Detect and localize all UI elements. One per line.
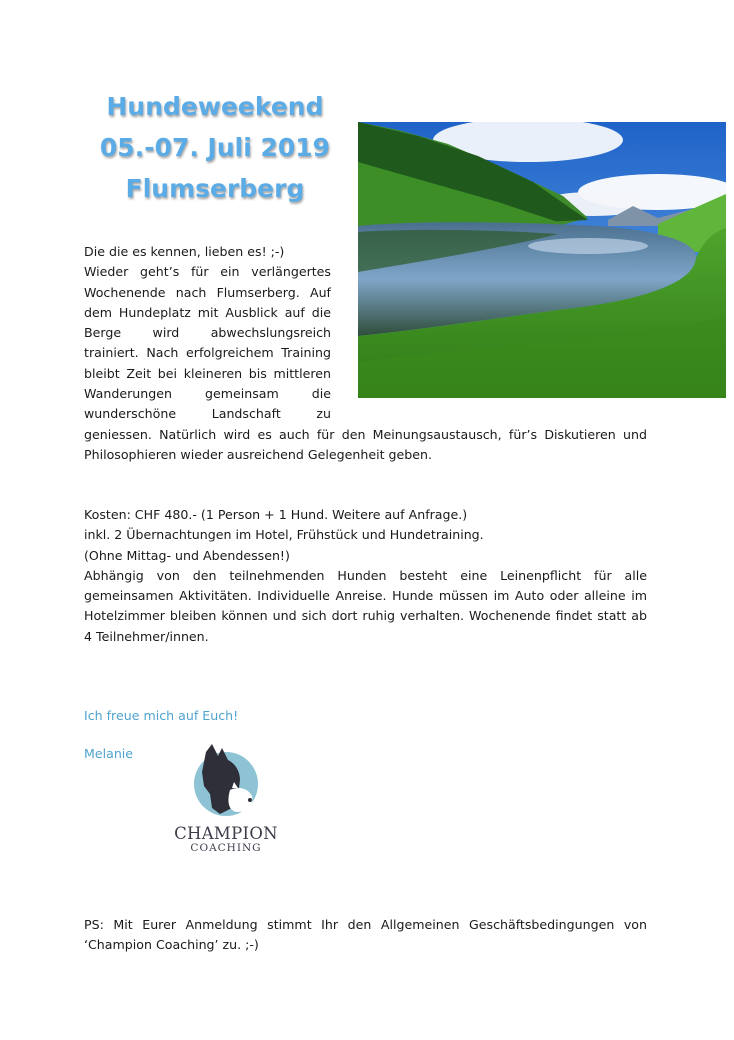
greeting-text: Ich freue mich auf Euch! — [84, 708, 239, 723]
title-line-event: Hundeweekend — [106, 92, 324, 121]
title-line-location: Flumserberg — [125, 174, 305, 203]
logo-subtitle: COACHING — [190, 842, 262, 854]
intro-section — [84, 242, 647, 465]
costs-excluded-line: (Ohne Mittag- und Abendessen!) — [84, 547, 290, 563]
page-title — [70, 86, 360, 209]
costs-price-line: Kosten: CHF 480.- (1 Person + 1 Hund. Weitere auf Anfrage.) — [84, 507, 468, 522]
ps-note: PS: Mit Eurer Anmeldung stimmt Ihr den Allgemeinen Geschäftsbedingungen von ‘Champion Coaching’ zu. ;-) — [84, 917, 647, 953]
costs-included-line: inkl. 2 Übernachtungen im Hotel, Frühstück und Hundetraining. — [84, 527, 484, 543]
intro-first-line: Die die es kennen, lieben es! ;-) — [84, 244, 285, 259]
costs-conditions-paragraph: Abhängig von den teilnehmenden Hunden besteht eine Leinenpflicht für alle gemeinsamen Aktivitäten. Individuelle Anreise. Hunde müssen im Auto oder alleine im Hotelzimmer bleiben können und sich dort ruhig verhalten. Wochenende findet statt ab 4 Teilnehmer/innen. — [84, 567, 647, 644]
title-line-date: 05.-07. Juli 2019 — [99, 133, 331, 162]
intro-paragraph: Wieder geht’s für ein verlängertes Wochenende nach Flumserberg. Auf dem Hundeplatz mit Ausblick auf die Berge wird abwechslungsreich trainiert. Nach erfolgreichem Training bleibt Zeit bei kleineren bis mittleren Wanderungen gemeinsam die wunderschöne Landschaft zu geniessen. Natürlich wird es auch für den Meinungsaustausch, für’s Diskutieren und Philosophieren wieder ausreichend Gelegenheit geben. — [84, 264, 647, 462]
logo-name: CHAMPION — [174, 824, 278, 843]
dog-silhouette-icon — [166, 742, 286, 824]
costs-section — [84, 505, 647, 647]
champion-coaching-logo — [166, 742, 286, 858]
signature-text: Melanie — [84, 746, 134, 761]
